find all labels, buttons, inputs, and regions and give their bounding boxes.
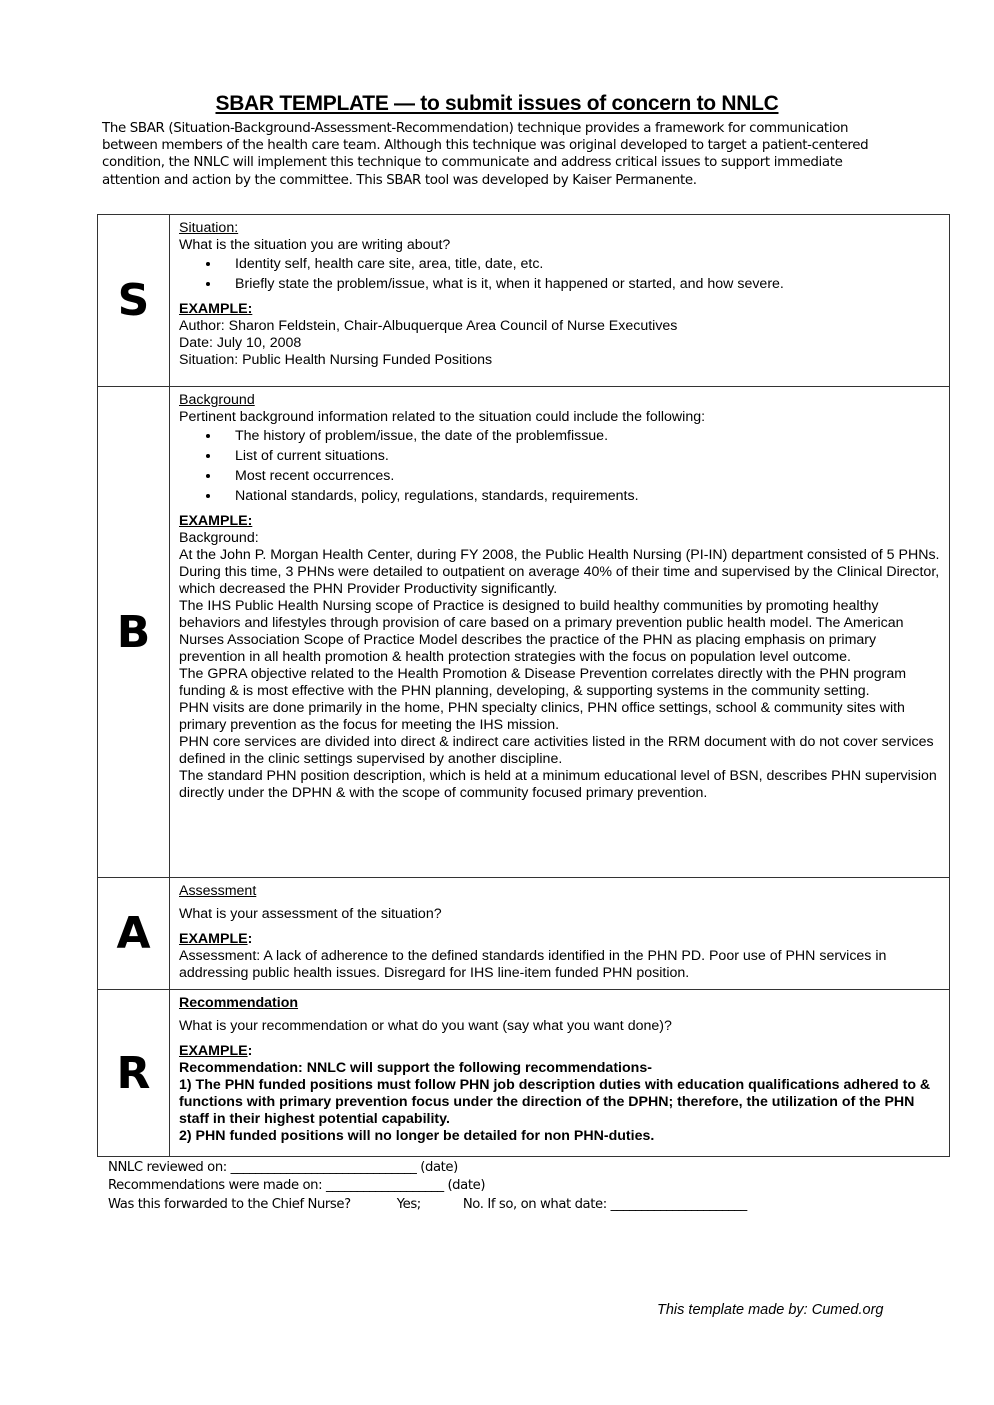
situation-heading: Situation: [179, 220, 239, 236]
recommendation-heading: Recommendation [179, 995, 299, 1011]
assessment-cell [170, 878, 950, 990]
example-colon: : [247, 931, 253, 947]
background-letter: B [98, 387, 170, 878]
forwarded-date-field[interactable]: ______________________ [610, 1196, 747, 1212]
yes-option[interactable]: Yes; [396, 1196, 421, 1212]
reviewed-label: NNLC reviewed on: [108, 1160, 227, 1175]
reviewed-line [108, 1159, 747, 1177]
assessment-heading: Assessment [179, 883, 257, 899]
background-example-title: Background: [179, 530, 259, 546]
recommendation-example-header [179, 1043, 941, 1060]
recommendations-date-field[interactable]: ___________________ [325, 1178, 444, 1194]
background-bullets [179, 428, 941, 505]
bullet-item: • Briefly state the problem/issue, what is it, when it happened or started, and how severe. [221, 276, 941, 293]
background-paragraph: PHN core services are divided into direct & indirect care activities listed in the RRM document with do not cover services defined in the clinic settings supervised by another discipline. [179, 734, 934, 767]
recommendation-letter: R [98, 990, 170, 1157]
situation-example-line: Author: Sharon Feldstein, Chair-Albuquerque Area Council of Nurse Executives [179, 318, 678, 334]
review-footer [108, 1159, 747, 1214]
assessment-prompt: What is your assessment of the situation? [179, 906, 442, 922]
background-cell [170, 387, 950, 878]
bullet-item: • List of current situations. [221, 448, 941, 465]
background-paragraph: At the John P. Morgan Health Center, during FY 2008, the Public Health Nursing (PI-IN) department consisted of 5 PHNs. During this time, 3 PHNs were detailed to outpatient on average 40% of their time and supervised by the Clinical Director, which decreased the PHN Provider Productivity significantly. [179, 547, 940, 597]
reviewed-suffix: (date) [420, 1160, 458, 1175]
assessment-row [98, 878, 950, 990]
recommendation-prompt: What is your recommendation or what do you want (say what you want done)? [179, 1018, 672, 1034]
forwarded-line [108, 1196, 747, 1214]
example-colon: : [247, 1043, 253, 1059]
situation-letter: S [98, 215, 170, 387]
situation-row [98, 215, 950, 387]
background-prompt: Pertinent background information related to the situation could include the following: [179, 409, 706, 425]
forwarded-label: Was this forwarded to the Chief Nurse? [108, 1196, 351, 1212]
assessment-example-header [179, 931, 941, 948]
situation-example-line: Date: July 10, 2008 [179, 335, 302, 351]
recommendations-suffix: (date) [447, 1178, 486, 1194]
situation-bullets [179, 256, 941, 293]
situation-cell [170, 215, 950, 387]
background-row [98, 387, 950, 878]
background-paragraph: The IHS Public Health Nursing scope of Practice is designed to build healthy communities by promoting healthy behaviors and lifestyles through provision of care based on a primary prevention public health model. The American Nurses Association Scope of Practice Model describes the practice of the PHN as placing emphasis on primary prevention in all health promotion & health protection strategies with the focus on population level outcome. [179, 598, 904, 665]
background-example-label: EXAMPLE: [179, 513, 253, 529]
assessment-letter: A [98, 878, 170, 990]
bullet-item: • Identity self, health care site, area, title, date, etc. [221, 256, 941, 273]
sbar-table [97, 214, 950, 1157]
assessment-example-label: EXAMPLE [179, 931, 248, 947]
recommendation-example-label: EXAMPLE [179, 1043, 248, 1059]
background-paragraph: The standard PHN position description, which is held at a minimum educational level of BSN, describes PHN supervision directly under the DPHN & with the scope of community focused primary prevention. [179, 768, 937, 801]
background-paragraph: The GPRA objective related to the Health Promotion & Disease Prevention correlates directly with the PHN program funding & is most effective with the PHN planning, developing, & supporting systems in the community setting. [179, 666, 907, 699]
situation-example-line: Situation: Public Health Nursing Funded Positions [179, 352, 493, 368]
assessment-example-text: Assessment: A lack of adherence to the defined standards identified in the PHN PD. Poor use of PHN services in addressing public health issues. Disregard for IHS line-item funded PHN position. [179, 948, 887, 981]
recommendations-line [108, 1177, 747, 1195]
situation-prompt: What is the situation you are writing about? [179, 237, 451, 253]
document-title: SBAR TEMPLATE — to submit issues of concern to NNLC [215, 92, 779, 115]
template-credit: This template made by: Cumed.org [657, 1302, 884, 1318]
no-option[interactable]: No. If so, on what date: [462, 1196, 607, 1212]
recommendation-line: 2) PHN funded positions will no longer be detailed for non PHN-duties. [179, 1128, 655, 1144]
recommendation-line: Recommendation: NNLC will support the following recommendations- [179, 1060, 652, 1076]
recommendation-line: 1) The PHN funded positions must follow PHN job description duties with education qualifications adhered to & functions with primary prevention focus under the direction of the DPHN; therefore, the utilization of the PHN staff in their highest potential capability. [179, 1077, 931, 1127]
intro-paragraph: The SBAR (Situation-Background-Assessment-Recommendation) technique provides a framework for communication between members of the health care team. Although this technique was original developed to target a patient-centered condition, the NNLC will implement this technique to communicate and address critical issues to support immediate attention and action by the committee. This SBAR tool was developed by Kaiser Permanente. [102, 121, 869, 188]
recommendation-cell [170, 990, 950, 1157]
bullet-item: • National standards, policy, regulations, standards, requirements. [221, 488, 941, 505]
bullet-item: • The history of problem/issue, the date of the problemfissue. [221, 428, 941, 445]
recommendations-label: Recommendations were made on: [108, 1178, 323, 1194]
background-heading: Background [179, 392, 255, 408]
background-paragraph: PHN visits are done primarily in the home, PHN specialty clinics, PHN office settings, school & community sites with primary prevention as the focus for meeting the IHS mission. [179, 700, 905, 733]
situation-example-label: EXAMPLE: [179, 301, 253, 317]
bullet-item: • Most recent occurrences. [221, 468, 941, 485]
reviewed-date-field[interactable]: ______________________________ [230, 1160, 417, 1175]
recommendation-row [98, 990, 950, 1157]
